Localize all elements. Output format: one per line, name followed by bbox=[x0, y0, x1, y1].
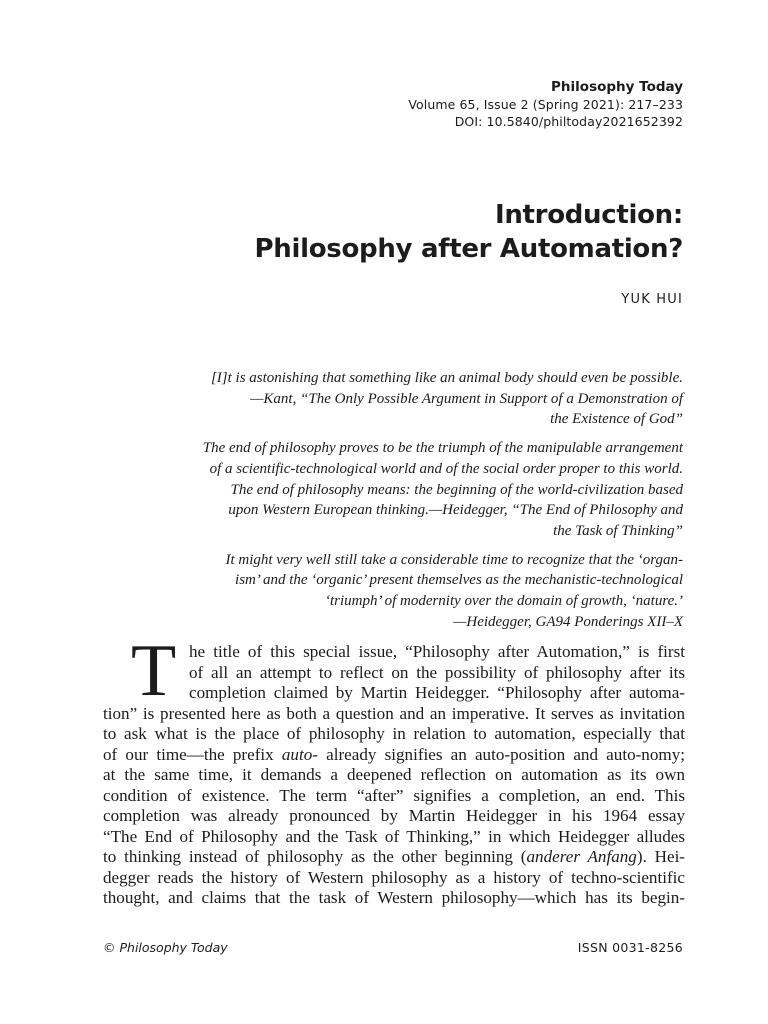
body-line: he title of this special issue, “Philosophy after Automation,” is first bbox=[189, 642, 685, 661]
footer-issn: ISSN 0031-8256 bbox=[577, 940, 683, 955]
body-paragraph bbox=[103, 630, 686, 909]
epigraph-heidegger-ponderings bbox=[123, 550, 683, 633]
footer-copyright bbox=[103, 940, 228, 955]
volume-issue: Volume 65, Issue 2 (Spring 2021): 217–233 bbox=[408, 97, 683, 112]
footer-journal-name: Philosophy Today bbox=[119, 940, 228, 955]
epigraph-line: the Existence of God” bbox=[550, 411, 683, 428]
title-line-1: Introduction: bbox=[494, 200, 683, 230]
body-line: “The End of Philosophy and the Task of Thinking,” in which Heidegger alludes bbox=[103, 826, 685, 846]
body-line: tion” is presented here as both a question and an imperative. It serves as invitation bbox=[103, 703, 685, 723]
article-title bbox=[255, 198, 683, 266]
body-line: degger reads the history of Western philosophy as a history of techno-scientific bbox=[103, 867, 685, 887]
epigraph-line: —Heidegger, GA94 Ponderings XII–X bbox=[453, 613, 683, 630]
body-line: to ask what is the place of philosophy in relation to automation, especially that bbox=[103, 724, 685, 743]
doi: DOI: 10.5840/philtoday2021652392 bbox=[454, 114, 683, 129]
body-line: condition of existence. The term “after” signifies a completion, an end. This bbox=[103, 785, 685, 805]
epigraph-line: —Kant, “The Only Possible Argument in Support of a Demonstration of bbox=[250, 390, 683, 407]
body-line bbox=[103, 745, 685, 766]
body-line: completion claimed by Martin Heidegger. “Philosophy after automa- bbox=[189, 683, 685, 702]
journal-name: Philosophy Today bbox=[551, 79, 683, 95]
body-line: thought, and claims that the task of Western philosophy—which has its begin- bbox=[103, 888, 685, 907]
epigraph-line: It might very well still take a considerable time to recognize that the ‘organ- bbox=[225, 551, 683, 568]
title-line-2: Philosophy after Automation? bbox=[254, 234, 683, 264]
body-line: at the same time, it demands a deepened reflection on automation as its own bbox=[103, 765, 685, 784]
body-italic-run: auto- bbox=[281, 744, 318, 764]
epigraph-line: ‘triumph’ of modernity over the domain of growth, ‘nature.’ bbox=[324, 593, 683, 610]
body-line: completion was already pronounced by Martin Heidegger in his 1964 essay bbox=[103, 806, 685, 825]
epigraph-kant bbox=[123, 368, 683, 430]
epigraph-line: The end of philosophy proves to be the triumph of the manipulable arrangement bbox=[202, 440, 683, 457]
epigraph-line: [I]t is astonishing that something like an animal body should even be possible. bbox=[210, 370, 683, 386]
body-line: of all an attempt to reflect on the possibility of philosophy after its bbox=[189, 662, 685, 682]
body-text-run: already signifies an auto-position and auto-nomy; bbox=[317, 744, 685, 764]
drop-cap: T bbox=[131, 630, 177, 712]
epigraph-line: of a scientific-technological world and of the social order proper to this world. bbox=[209, 460, 683, 477]
epigraph-line: the Task of Thinking” bbox=[553, 522, 683, 539]
epigraph-line: ism’ and the ‘organic’ present themselves as the mechanistic-technological bbox=[235, 572, 683, 589]
epigraphs bbox=[123, 368, 683, 640]
epigraph-heidegger-end bbox=[123, 438, 683, 542]
epigraph-line: upon Western European thinking.—Heidegger, “The End of Philosophy and bbox=[228, 502, 683, 519]
body-text-run: of our time—the prefix bbox=[103, 744, 282, 764]
body-text-run: to thinking instead of philosophy as the other beginning ( bbox=[103, 847, 527, 866]
copyright-symbol: © bbox=[103, 940, 120, 955]
body-text-run: ). Hei- bbox=[636, 847, 686, 866]
body-line bbox=[103, 847, 685, 868]
journal-header bbox=[408, 78, 683, 130]
epigraph-line: The end of philosophy means: the beginning of the world-civilization based bbox=[230, 481, 683, 498]
author-name: YUK HUI bbox=[621, 292, 683, 307]
body-italic-run: anderer Anfang bbox=[526, 847, 637, 866]
